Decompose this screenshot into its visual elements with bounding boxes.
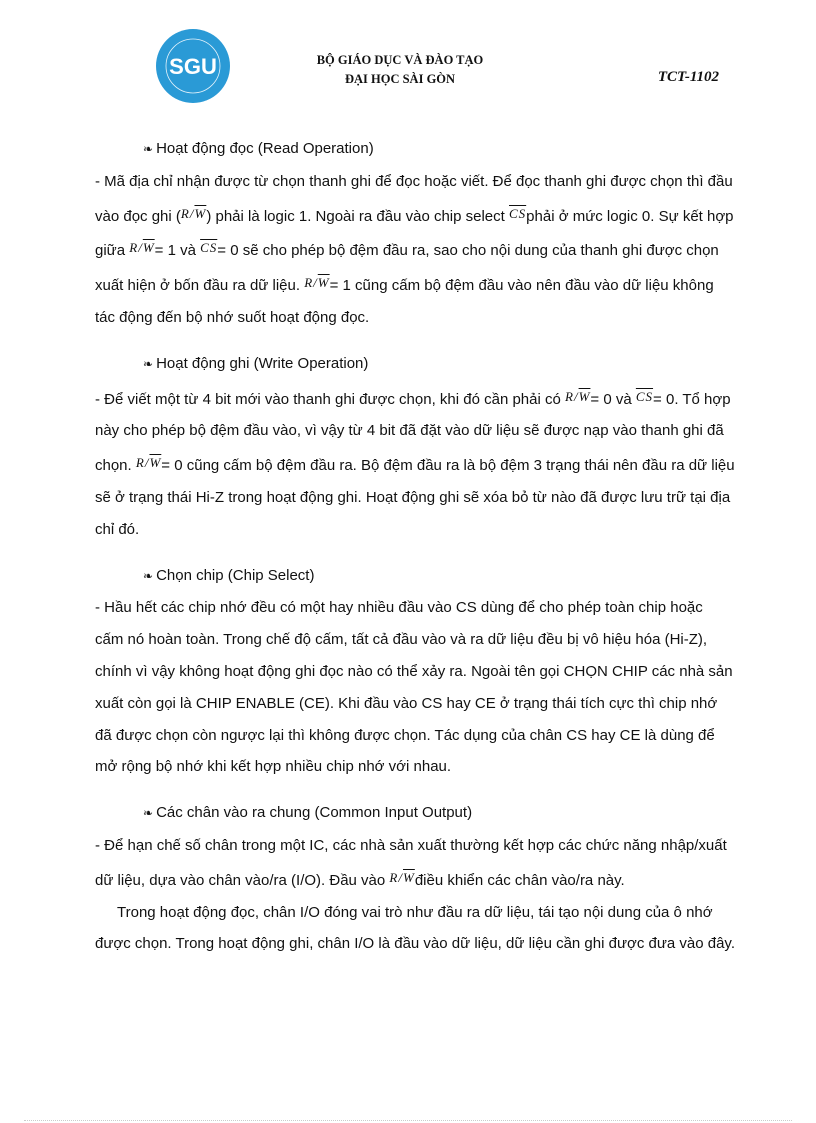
section-heading: ❧ Hoạt động ghi (Write Operation) — [143, 354, 369, 372]
section-paragraph: - Hầu hết các chip nhớ đều có một hay nhiều đầu vào CS dùng để cho phép toàn chip hoặc cấm nó hoàn toàn. Trong chế độ cấm, tất cả đầu vào và ra dữ liệu đều bị vô hiệu hóa (Hi-Z), chính vì vậy không hoạt động ghi đọc nào có thể xảy ra. Ngoài tên gọi CHỌN CHIP các nhà sản xuất còn gọi là CHIP ENABLE (CE). Khi đầu vào CS hay CE ở trạng thái tích cực thì chip nhớ đã được chọn còn ngược lại thì không được chọn. Tác dụng của chân CS hay CE là dùng để mở rộng bộ nhớ khi kết hợp nhiều chip nhớ với nhau. — [95, 599, 733, 776]
ministry-name: BỘ GIÁO DỤC VÀ ĐÀO TẠO — [316, 53, 484, 67]
rw-symbol: $R/\overline{W}$ — [129, 240, 155, 256]
section-read-operation — [95, 133, 735, 334]
section-common-io — [95, 797, 735, 960]
page-bottom-divider — [24, 1120, 792, 1121]
section-chip-select — [95, 560, 735, 784]
university-name: ĐẠI HỌC SÀI GÒN — [344, 72, 456, 86]
bullet-icon: ❧ — [143, 568, 154, 583]
rw-symbol: $R/\overline{W}$ — [304, 275, 330, 291]
cs-symbol: $\overline{CS}$ — [200, 240, 218, 256]
logo-text: SGU — [169, 54, 217, 79]
section-paragraph: - Để hạn chế số chân trong một IC, các nhà sản xuất thường kết hợp các chức năng nhập/xuất dữ liệu, dựa vào chân vào/ra (I/O). Đầu vào $R/\overline{W}điều$ khiển các chân vào/ra này. — [95, 836, 727, 889]
section-paragraph: - Để viết một từ 4 bit mới vào thanh ghi được chọn, khi đó cần phải có $R/\overline{W}= 0$ và $\overline{CS}= 0$. Tổ hợp này cho phép bộ đệm đầu vào, vì vậy từ 4 bit đã đặt vào dữ liệu sẽ được nạp vào thanh ghi đã chọn. $R/\overline{W}= 0$ cũng cấm bộ đệm đầu ra. Bộ đệm đầu ra là bộ đệm 3 trạng thái nên đầu ra dữ liệu sẽ ở trạng thái Hi-Z trong hoạt động ghi. Hoạt động ghi sẽ xóa bỏ từ nào đã được lưu trữ tại địa chỉ đó. — [95, 388, 735, 538]
cs-symbol: $\overline{CS}$ — [509, 205, 527, 221]
document-body — [95, 133, 735, 974]
document-code: TCT-1102 — [657, 69, 719, 85]
cs-symbol: $\overline{CS}$ — [635, 388, 654, 404]
rw-symbol: $R/\overline{W}$ — [389, 869, 415, 885]
rw-symbol: $R/\overline{W}$ — [565, 388, 591, 404]
section-paragraph-2: Trong hoạt động đọc, chân I/O đóng vai trò như đầu ra dữ liệu, tái tạo nội dung của ô nhớ được chọn. Trong hoạt động ghi, chân I/O là đầu vào dữ liệu, dữ liệu cần ghi được đưa vào đây. — [95, 903, 735, 953]
bullet-icon: ❧ — [143, 356, 154, 371]
section-paragraph: - Mã địa chỉ nhận được từ chọn thanh ghi để đọc hoặc viết. Để đọc thanh ghi được chọn thì đầu vào đọc ghi $(R/\overline{W})$ phải là logic 1. Ngoài ra đầu vào chip select $\overline{CS}phải$ ở mức logic 0. Sự kết hợp giữa $R/\overline{W}= 1$ và $\overline{CS}= 0$ sẽ cho phép bộ đệm đầu ra, sao cho nội dung của thanh ghi được chọn xuất hiện ở bốn đầu ra dữ liệu. $R/\overline{W}= 1$ cũng cấm bộ đệm đầu vào nên đầu vào dữ liệu không tác động đến bộ nhớ suốt hoạt động đọc. — [95, 172, 734, 326]
rw-symbol: $R/\overline{W}$ — [135, 455, 162, 471]
section-heading: ❧ Các chân vào ra chung (Common Input Output) — [143, 804, 473, 822]
section-heading: ❧ Hoạt động đọc (Read Operation) — [143, 140, 374, 157]
bullet-icon: ❧ — [143, 806, 154, 821]
header-institution — [260, 51, 540, 89]
section-heading: ❧ Chọn chip (Chip Select) — [143, 566, 315, 584]
rw-symbol: $R/\overline{W}$ — [180, 205, 207, 221]
sgu-logo — [155, 28, 231, 104]
section-write-operation — [95, 348, 735, 546]
bullet-icon: ❧ — [143, 142, 154, 156]
